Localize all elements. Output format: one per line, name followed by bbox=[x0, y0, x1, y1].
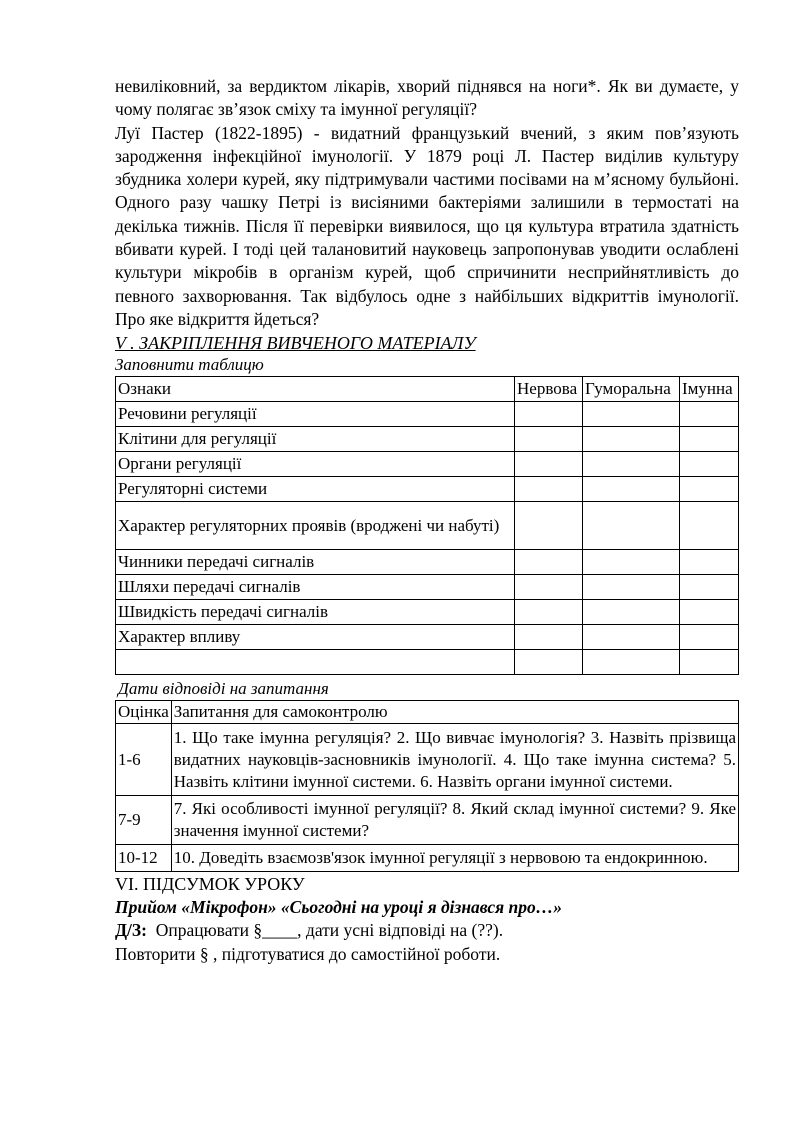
self-control-header-row bbox=[116, 701, 739, 724]
answer-cell[interactable] bbox=[515, 650, 583, 675]
table-row bbox=[116, 796, 739, 845]
self-control-table bbox=[115, 700, 739, 872]
answer-cell[interactable] bbox=[583, 402, 680, 427]
row-label: Речовини регуляції bbox=[116, 402, 515, 427]
intro-paragraph-1: невиліковний, за вердиктом лікарів, хворий піднявся на ноги*. Як ви думаєте, у чому полягає зв’язок сміху та імунної регуляції? bbox=[115, 76, 739, 120]
questions-cell: 7. Які особливості імунної регуляції? 8. Який склад імунної системи? 9. Яке значення імунної системи? bbox=[171, 796, 738, 845]
answer-cell[interactable] bbox=[515, 402, 583, 427]
regulation-table bbox=[115, 376, 739, 675]
row-label: Характер впливу bbox=[116, 625, 515, 650]
answer-cell[interactable] bbox=[515, 600, 583, 625]
answer-cell[interactable] bbox=[583, 600, 680, 625]
homework-label: Д/З: bbox=[115, 920, 147, 941]
answer-cell[interactable] bbox=[679, 550, 738, 575]
answer-cell[interactable] bbox=[515, 502, 583, 550]
grade-cell: 1-6 bbox=[116, 724, 172, 796]
answer-cell[interactable] bbox=[515, 477, 583, 502]
table-caption: Заповнити таблицю bbox=[115, 355, 264, 375]
answer-cell[interactable] bbox=[679, 452, 738, 477]
answer-cell[interactable] bbox=[583, 625, 680, 650]
row-label: Чинники передачі сигналів bbox=[116, 550, 515, 575]
summary-title: VI. ПІДСУМОК УРОКУ bbox=[115, 874, 305, 895]
section-v-title: V . ЗАКРІПЛЕННЯ ВИВЧЕНОГО МАТЕРІАЛУ bbox=[115, 333, 476, 354]
intro-paragraph-2: Луї Пастер (1822-1895) - видатний французький вчений, з яким пов’язують зародження інфекційної імунології. У 1879 році Л. Пастер виділив культуру збудника холери курей, яку підтримували частими посівами на м’ясному бульйоні. Одного разу чашку Петрі із висіяними бактеріями залишили в термостаті на декілька тижнів. Після її перевірки виявилося, що ця культура втратила здатність вбивати курей. І тоді цей талановитий науковець запропонував уводити ослаблені культури мікробів в організм курей, щоб спричинити несприйнятливість до певного захворювання. Так відбулось одне з найбільших відкриттів імунології. Про яке відкриття йдеться? bbox=[115, 122, 739, 329]
answer-cell[interactable] bbox=[515, 550, 583, 575]
header-grade: Оцінка bbox=[116, 701, 172, 724]
answer-cell[interactable] bbox=[679, 650, 738, 675]
answer-cell[interactable] bbox=[583, 650, 680, 675]
answer-cell[interactable] bbox=[515, 427, 583, 452]
answer-cell[interactable] bbox=[583, 575, 680, 600]
answer-cell[interactable] bbox=[515, 452, 583, 477]
header-questions: Запитання для самоконтролю bbox=[171, 701, 738, 724]
answer-cell[interactable] bbox=[679, 427, 738, 452]
grade-cell: 10-12 bbox=[116, 845, 172, 872]
answer-cell[interactable] bbox=[515, 575, 583, 600]
answer-cell[interactable] bbox=[679, 402, 738, 427]
table-row-empty bbox=[116, 650, 739, 675]
header-nervova: Нервова bbox=[515, 377, 583, 402]
grade-cell: 7-9 bbox=[116, 796, 172, 845]
row-label: Характер регуляторних проявів (вроджені чи набуті) bbox=[116, 502, 515, 550]
homework-line bbox=[115, 919, 739, 943]
table-row bbox=[116, 402, 739, 427]
answer-cell[interactable] bbox=[679, 502, 738, 550]
document-page bbox=[115, 75, 739, 966]
answer-cell[interactable] bbox=[679, 600, 738, 625]
questions-cell: 1. Що таке імунна регуляція? 2. Що вивчає імунологія? 3. Назвіть прізвища видатних науковців-засновників імунології. 4. Що таке імунна система? 5. Назвіть клітини імунної системи. 6. Назвіть органи імунної системи. bbox=[171, 724, 738, 796]
answer-cell[interactable] bbox=[679, 625, 738, 650]
row-label: Швидкість передачі сигналів bbox=[116, 600, 515, 625]
table-row bbox=[116, 625, 739, 650]
table-row bbox=[116, 452, 739, 477]
table-row bbox=[116, 477, 739, 502]
questions-cell: 10. Доведіть взаємозв'язок імунної регуляції з нервовою та ендокринною. bbox=[171, 845, 738, 872]
row-label: Регуляторні системи bbox=[116, 477, 515, 502]
homework-text: Опрацювати §____, дати усні відповіді на (??). bbox=[155, 920, 504, 941]
answer-cell[interactable] bbox=[679, 575, 738, 600]
self-control-caption: Дати відповіді на запитання bbox=[118, 679, 329, 699]
header-humoralna: Гуморальна bbox=[583, 377, 680, 402]
table-row bbox=[116, 550, 739, 575]
table-row bbox=[116, 724, 739, 796]
table-header-row bbox=[116, 377, 739, 402]
table-row bbox=[116, 427, 739, 452]
repeat-line: Повторити § , підготуватися до самостійної роботи. bbox=[115, 943, 501, 964]
answer-cell[interactable] bbox=[515, 625, 583, 650]
row-label: Органи регуляції bbox=[116, 452, 515, 477]
header-oznaky: Ознаки bbox=[116, 377, 515, 402]
answer-cell[interactable] bbox=[583, 550, 680, 575]
answer-cell[interactable] bbox=[583, 477, 680, 502]
header-imunna: Імунна bbox=[679, 377, 738, 402]
table-row bbox=[116, 575, 739, 600]
row-label[interactable] bbox=[116, 650, 515, 675]
answer-cell[interactable] bbox=[583, 452, 680, 477]
row-label: Клітини для регуляції bbox=[116, 427, 515, 452]
table-row bbox=[116, 845, 739, 872]
answer-cell[interactable] bbox=[583, 502, 680, 550]
table-row bbox=[116, 600, 739, 625]
row-label: Шляхи передачі сигналів bbox=[116, 575, 515, 600]
priyom-line: Прийом «Мікрофон» «Сьогодні на уроці я дізнався про…» bbox=[115, 897, 563, 918]
answer-cell[interactable] bbox=[583, 427, 680, 452]
answer-cell[interactable] bbox=[679, 477, 738, 502]
table-row bbox=[116, 502, 739, 550]
